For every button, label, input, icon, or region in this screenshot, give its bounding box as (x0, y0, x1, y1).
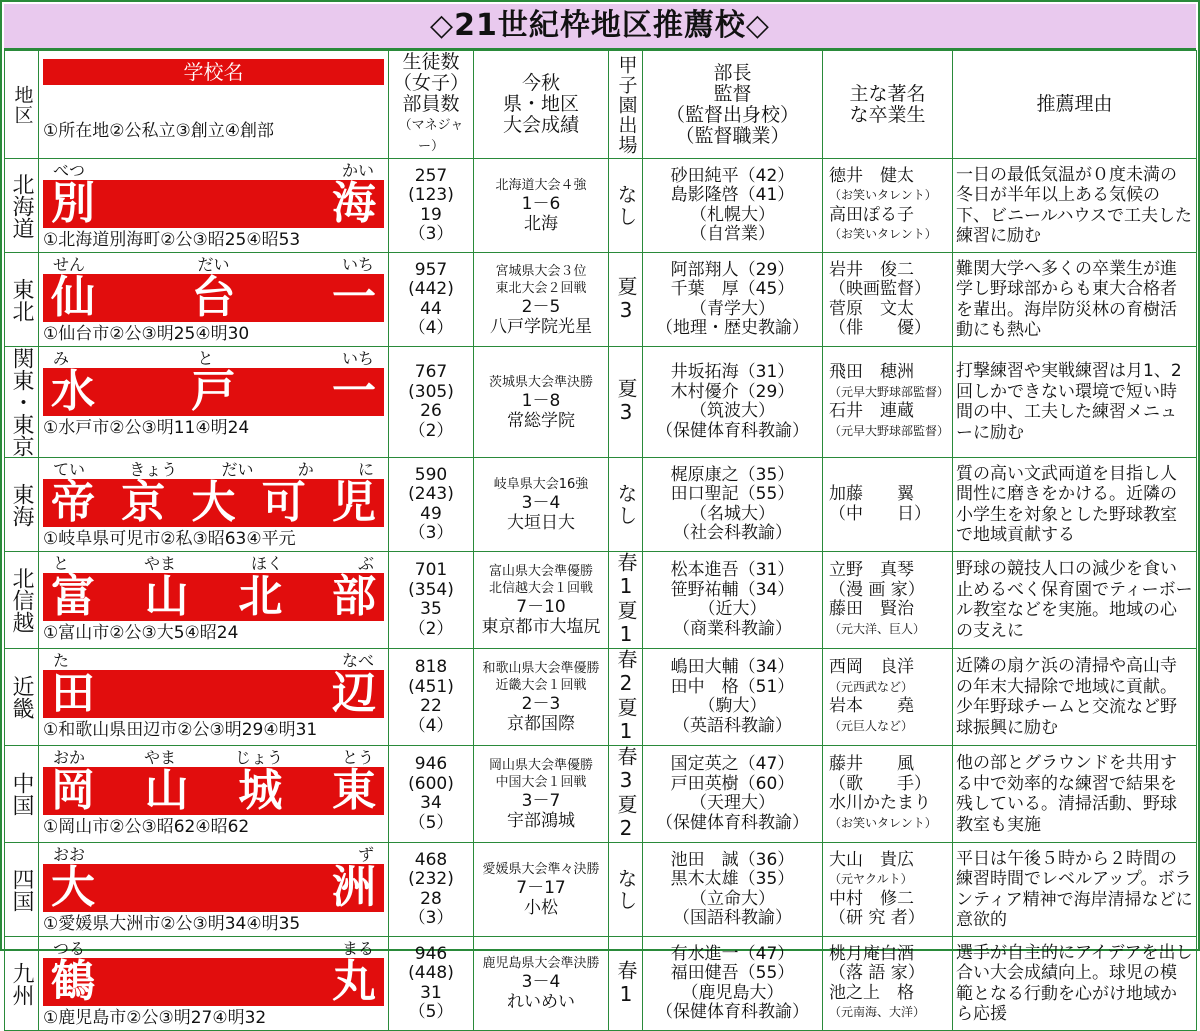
alumni-cell: 加藤 翼 （中 日） (823, 458, 953, 552)
school-address: ①和歌山県田辺市②公③明29④明31 (43, 720, 318, 740)
school-name (43, 767, 384, 815)
furigana: み (53, 349, 70, 368)
reason-cell: 難関大学へ多くの卒業生が進学し野球部からも東大合格者を輩出。海岸防災林の育樹活動にも熱心 (953, 253, 1197, 347)
table-row (5, 649, 1197, 746)
school-name-char: 児 (332, 477, 376, 528)
furigana: おお (53, 845, 86, 864)
furigana: やま (143, 554, 176, 573)
coach-cell: 池田 誠（36） 黒木太雄（35） （立命大） （国語科教諭） (643, 843, 823, 937)
tournament-cell: 宮城県大会３位 東北大会２回戦 2－5 八戸学院光星 (474, 253, 609, 347)
tournament-cell: 北海道大会４強 1－6 北海 (474, 159, 609, 253)
school-name-char: 辺 (332, 668, 376, 719)
furigana: いち (341, 349, 374, 368)
reason-cell: 選手が自主的にアイデアを出し合い大会成績向上。球児の模範となる行動を心がけ地域から応援 (953, 937, 1197, 1031)
school-name-char: 田 (51, 668, 95, 719)
table-row (5, 552, 1197, 649)
school-name-char: 台 (191, 272, 236, 323)
koshien-cell: 春1夏1 (609, 552, 643, 649)
furigana: なべ (341, 651, 374, 670)
students-cell: 257 (123) 19 （3） (389, 159, 474, 253)
reason-cell: 野球の競技人口の減少を食い止めるべく保育園でティーボール教室などを実施。地域の心の支えに (953, 552, 1197, 649)
school-name (43, 368, 384, 416)
header-row (5, 51, 1197, 159)
school-name-char: 城 (238, 765, 283, 816)
koshien-cell: 春3夏2 (609, 746, 643, 843)
alumni-cell: 徳井 健太 （お笑いタレント） 高田ぽる子 （お笑いタレント） (823, 159, 953, 253)
school-address: ①岐阜県可児市②私③昭63④平元 (43, 529, 296, 549)
region-cell: 東海 (5, 458, 39, 552)
school-cell (39, 552, 389, 649)
header-koshien: 甲子園出場 (609, 51, 643, 159)
school-name (43, 274, 384, 322)
students-cell: 946 (600) 34 （5） (389, 746, 474, 843)
tournament-cell: 茨城県大会準決勝 1－8 常総学院 (474, 347, 609, 458)
region-cell: 近畿 (5, 649, 39, 746)
school-name-char: 海 (332, 178, 376, 229)
furigana: だい (197, 255, 230, 274)
coach-cell: 井坂拓海（31） 木村優介（29） （筑波大） （保健体育科教諭） (643, 347, 823, 458)
school-name-char: 部 (331, 571, 376, 622)
alumni-cell: 岩井 俊二 （映画監督） 菅原 文太 （俳 優） (823, 253, 953, 347)
coach-cell: 阿部翔人（29） 千葉 厚（45） （青学大） （地理・歴史教諭） (643, 253, 823, 347)
tournament-cell: 岡山県大会準優勝 中国大会１回戦 3－7 宇部鴻城 (474, 746, 609, 843)
alumni-cell: 立野 真琴 （漫 画 家） 藤田 賢治 （元大洋、巨人） (823, 552, 953, 649)
school-name (43, 670, 384, 718)
koshien-cell: 春1 (609, 937, 643, 1031)
koshien-cell: なし (609, 843, 643, 937)
reason-cell: 近隣の扇ケ浜の清掃や高山寺の年末大掃除で地域に貢献。少年野球チームと交流など野球振興に励む (953, 649, 1197, 746)
region-cell: 北海道 (5, 159, 39, 253)
region-cell: 関東・東京 (5, 347, 39, 458)
furigana: べつ (53, 161, 86, 180)
reason-cell: 一日の最低気温が０度未満の冬日が半年以上ある気候の下、ビニールハウスで工夫した練習に励む (953, 159, 1197, 253)
school-name-char: 丸 (332, 956, 376, 1007)
alumni-cell: 大山 貴広 （元ヤクルト） 中村 修二 （研 究 者） (823, 843, 953, 937)
school-name-char: 鶴 (51, 956, 95, 1007)
school-name-char: 一 (332, 272, 376, 323)
tournament-cell: 愛媛県大会準々決勝 7－17 小松 (474, 843, 609, 937)
school-name-char: 別 (51, 178, 95, 229)
students-cell: 818 (451) 22 （4） (389, 649, 474, 746)
school-name-char: 可 (261, 477, 306, 528)
header-school-sub: ①所在地②公私立③創立④創部 (43, 121, 274, 141)
coach-cell: 梶原康之（35） 田口聖記（55） （名城大） （社会科教諭） (643, 458, 823, 552)
region-cell: 中国 (5, 746, 39, 843)
koshien-cell: 夏3 (609, 347, 643, 458)
header-school (39, 51, 389, 159)
table-row (5, 347, 1197, 458)
region-cell: 四国 (5, 843, 39, 937)
furigana: だい (221, 460, 254, 479)
koshien-cell: 夏3 (609, 253, 643, 347)
region-cell: 九州 (5, 937, 39, 1031)
region-cell: 東北 (5, 253, 39, 347)
tournament-cell: 和歌山県大会準優勝 近畿大会１回戦 2－3 京都国際 (474, 649, 609, 746)
school-address: ①北海道別海町②公③昭25④昭53 (43, 230, 301, 250)
school-name-char: 帝 (51, 477, 95, 528)
tournament-cell: 富山県大会準優勝 北信越大会１回戦 7－10 東京都市大塩尻 (474, 552, 609, 649)
furigana: せん (53, 255, 86, 274)
furigana: おか (53, 748, 86, 767)
koshien-cell: なし (609, 458, 643, 552)
school-table (4, 50, 1197, 1031)
students-cell: 957 (442) 44 （4） (389, 253, 474, 347)
school-name-char: 大 (51, 862, 95, 913)
furigana: かい (341, 161, 374, 180)
header-coach: 部長 監督 （監督出身校） （監督職業） (643, 51, 823, 159)
reason-cell: 平日は午後５時から２時間の練習時間でレベルアップ。ボランティア精神で海岸清掃などに意欲的 (953, 843, 1197, 937)
alumni-cell: 西岡 良洋 （元西武など） 岩本 堯 （元巨人など） (823, 649, 953, 746)
school-name (43, 958, 384, 1006)
school-name-char: 水 (51, 366, 95, 417)
students-cell: 946 (448) 31 （5） (389, 937, 474, 1031)
school-cell (39, 649, 389, 746)
reason-cell: 打撃練習や実戦練習は月1、2回しかできない環境で短い時間の中、工夫した練習メニューに励む (953, 347, 1197, 458)
tournament-cell: 鹿児島県大会準決勝 3－4 れいめい (474, 937, 609, 1031)
school-name-char: 戸 (191, 366, 236, 417)
school-name (43, 573, 384, 621)
school-address: ①仙台市②公③明25④明30 (43, 324, 250, 344)
koshien-cell: なし (609, 159, 643, 253)
table-row (5, 458, 1197, 552)
school-address: ①水戸市②公③明11④明24 (43, 418, 250, 438)
furigana: ず (357, 845, 374, 864)
students-cell: 767 (305) 26 （2） (389, 347, 474, 458)
header-tournament: 今秋 県・地区 大会成績 (474, 51, 609, 159)
furigana: と (197, 349, 214, 368)
alumni-cell: 藤井 風 （歌 手） 水川かたまり （お笑いタレント） (823, 746, 953, 843)
school-cell (39, 253, 389, 347)
furigana: か (297, 460, 314, 479)
school-name-char: 富 (51, 571, 95, 622)
school-cell (39, 843, 389, 937)
students-cell: 701 (354) 35 （2） (389, 552, 474, 649)
furigana: ぶ (357, 554, 374, 573)
school-name-char: 京 (121, 477, 166, 528)
school-address: ①愛媛県大洲市②公③明34④明35 (43, 914, 301, 934)
furigana: じょう (234, 748, 283, 767)
alumni-cell: 桃月庵白酒 （落 語 家） 池之上 格 （元南海、大洋） (823, 937, 953, 1031)
reason-cell: 質の高い文武両道を目指し人間性に磨きをかける。近隣の小学生を対象とした野球教室で地域貢献する (953, 458, 1197, 552)
table-row (5, 746, 1197, 843)
table-row (5, 159, 1197, 253)
alumni-cell: 飛田 穂洲 （元早大野球部監督） 石井 連蔵 （元早大野球部監督） (823, 347, 953, 458)
furigana: やま (143, 748, 176, 767)
table-row (5, 253, 1197, 347)
coach-cell: 有水進一（47） 福田健吾（55） （鹿児島大） （保健体育科教諭） (643, 937, 823, 1031)
header-school-name: 学校名 (43, 59, 384, 85)
furigana-line (43, 940, 384, 958)
coach-cell: 砂田純平（42） 島影隆啓（41） （札幌大） （自営業） (643, 159, 823, 253)
reason-cell: 他の部とグラウンドを共用する中で効率的な練習で結果を残している。清掃活動、野球教室も実施 (953, 746, 1197, 843)
furigana: と (53, 554, 70, 573)
students-cell: 468 (232) 28 （3） (389, 843, 474, 937)
school-cell (39, 458, 389, 552)
school-name-char: 大 (191, 477, 236, 528)
school-name-char: 山 (144, 765, 189, 816)
header-alumni: 主な著名 な卒業生 (823, 51, 953, 159)
school-cell (39, 347, 389, 458)
furigana: まる (341, 939, 374, 958)
table-row (5, 843, 1197, 937)
furigana: いち (341, 255, 374, 274)
coach-cell: 松本進吾（31） 笹野祐輔（34） （近大） （商業科教諭） (643, 552, 823, 649)
page-title: ◇21世紀枠地区推薦校◇ (4, 4, 1196, 50)
students-cell: 590 (243) 49 （3） (389, 458, 474, 552)
school-name (43, 479, 384, 527)
furigana: きょう (129, 460, 178, 479)
school-name (43, 180, 384, 228)
school-cell (39, 159, 389, 253)
koshien-cell: 春2夏1 (609, 649, 643, 746)
school-name (43, 864, 384, 912)
tournament-cell: 岐阜県大会16強 3－4 大垣日大 (474, 458, 609, 552)
header-students: 生徒数 （女子） 部員数 （マネジャー） (389, 51, 474, 159)
school-name-char: 北 (238, 571, 283, 622)
school-name-char: 一 (332, 366, 376, 417)
furigana: た (53, 651, 70, 670)
furigana: つる (53, 939, 86, 958)
school-address: ①鹿児島市②公③明27④明32 (43, 1008, 267, 1028)
region-cell: 北信越 (5, 552, 39, 649)
header-reason: 推薦理由 (953, 51, 1197, 159)
coach-cell: 国定英之（47） 戸田英樹（60） （天理大） （保健体育科教諭） (643, 746, 823, 843)
school-name-char: 山 (144, 571, 189, 622)
school-name-char: 洲 (332, 862, 376, 913)
header-region: 地区 (5, 51, 39, 159)
school-name-char: 東 (331, 765, 376, 816)
school-address: ①岡山市②公③昭62④昭62 (43, 817, 250, 837)
school-name-char: 仙 (51, 272, 95, 323)
coach-cell: 嶋田大輔（34） 田中 格（51） （駒大） （英語科教諭） (643, 649, 823, 746)
school-name-char: 岡 (51, 765, 95, 816)
furigana: に (357, 460, 374, 479)
school-address: ①富山市②公③大5④昭24 (43, 623, 239, 643)
furigana: てい (53, 460, 86, 479)
furigana: ほく (250, 554, 283, 573)
school-cell (39, 746, 389, 843)
furigana: とう (341, 748, 374, 767)
